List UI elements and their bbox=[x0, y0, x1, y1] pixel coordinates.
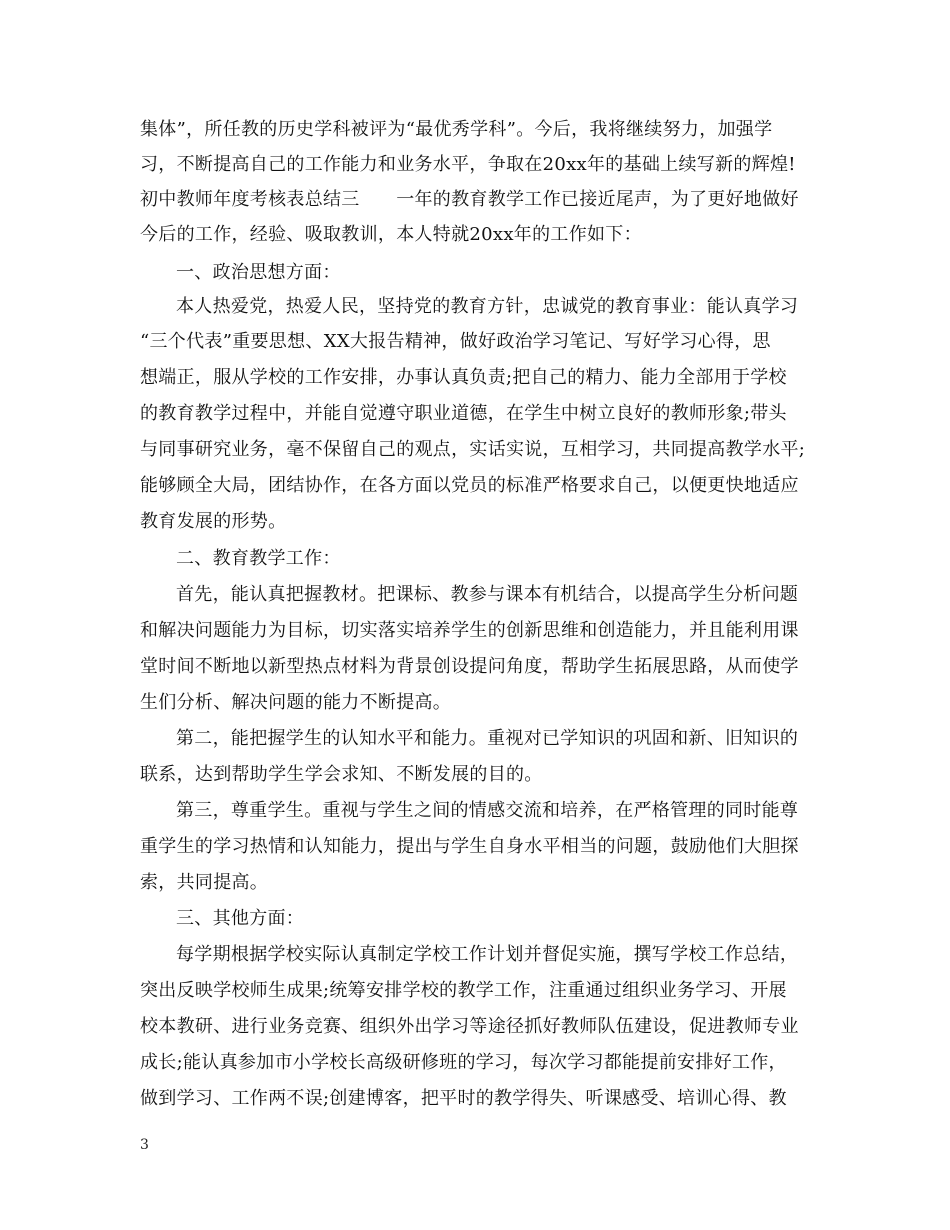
section-heading-teaching: 二、教育教学工作： bbox=[176, 548, 341, 569]
text-line-1: 集体”，所任教的历史学科被评为“最优秀学科”。今后，我将继续努力，加强学 bbox=[140, 119, 773, 140]
text-line-21: 重学生的学习热情和认知能力，提出与学生自身水平相当的问题，鼓励他们大胆探 bbox=[140, 836, 799, 857]
text-line-7: “三个代表”重要思想、XX大报告精神，做好政治学习笔记、写好学习心得，思 bbox=[140, 331, 771, 352]
section-heading-politics: 一、政治思想方面： bbox=[176, 262, 341, 283]
text-line-17: 生们分析、解决问题的能力不断提高。 bbox=[140, 692, 452, 713]
section-heading-other: 三、其他方面： bbox=[176, 908, 305, 929]
text-line-3: 初中教师年度考核表总结三 一年的教育教学工作已接近尾声，为了更好地做好 bbox=[140, 189, 799, 210]
page-number: 3 bbox=[140, 1137, 149, 1153]
text-line-15: 和解决问题能力为目标，切实落实培养学生的创新思维和创造能力，并且能利用课 bbox=[140, 620, 799, 641]
text-line-20: 第三，尊重学生。重视与学生之间的情感交流和培养，在严格管理的同时能尊 bbox=[176, 800, 799, 821]
text-line-4: 今后的工作，经验、吸取教训，本人特就20xx年的工作如下： bbox=[140, 224, 642, 245]
text-line-14: 首先，能认真把握教材。把课标、教参与课本有机结合，以提高学生分析问题 bbox=[176, 584, 799, 605]
text-line-10: 与同事研究业务，毫不保留自己的观点，实话实说，互相学习，共同提高教学水平; bbox=[140, 439, 806, 460]
text-line-19: 联系，达到帮助学生学会求知、不断发展的目的。 bbox=[140, 764, 543, 785]
text-line-11: 能够顾全大局，团结协作，在各方面以党员的标准严格要求自己，以便更快地适应 bbox=[140, 475, 799, 496]
text-line-24: 每学期根据学校实际认真制定学校工作计划并督促实施，撰写学校工作总结， bbox=[176, 944, 799, 965]
text-line-12: 教育发展的形势。 bbox=[140, 511, 287, 532]
text-line-22: 索，共同提高。 bbox=[140, 872, 269, 893]
text-line-26: 校本教研、进行业务竞赛、组织外出学习等途径抓好教师队伍建设，促进教师专业 bbox=[140, 1016, 799, 1037]
text-line-16: 堂时间不断地以新型热点材料为背景创设提问角度，帮助学生拓展思路，从而使学 bbox=[140, 656, 799, 677]
text-line-2: 习，不断提高自己的工作能力和业务水平，争取在20xx年的基础上续写新的辉煌! bbox=[140, 154, 796, 175]
text-line-27: 成长;能认真参加市小学校长高级研修班的学习，每次学习都能提前安排好工作， bbox=[140, 1052, 787, 1073]
text-line-9: 的教育教学过程中，并能自觉遵守职业道德，在学生中树立良好的教师形象;带头 bbox=[140, 403, 787, 424]
text-line-28: 做到学习、工作两不误;创建博客，把平时的教学得失、听课感受、培训心得、教 bbox=[140, 1088, 787, 1109]
text-line-6: 本人热爱党，热爱人民，坚持党的教育方针，忠诚党的教育事业：能认真学习 bbox=[176, 296, 799, 317]
text-line-8: 想端正，服从学校的工作安排，办事认真负责;把自己的精力、能力全部用于学校 bbox=[140, 367, 787, 388]
text-line-25: 突出反映学校师生成果;统筹安排学校的教学工作，注重通过组织业务学习、开展 bbox=[140, 980, 787, 1001]
text-line-18: 第二，能把握学生的认知水平和能力。重视对已学知识的巩固和新、旧知识的 bbox=[176, 728, 799, 749]
